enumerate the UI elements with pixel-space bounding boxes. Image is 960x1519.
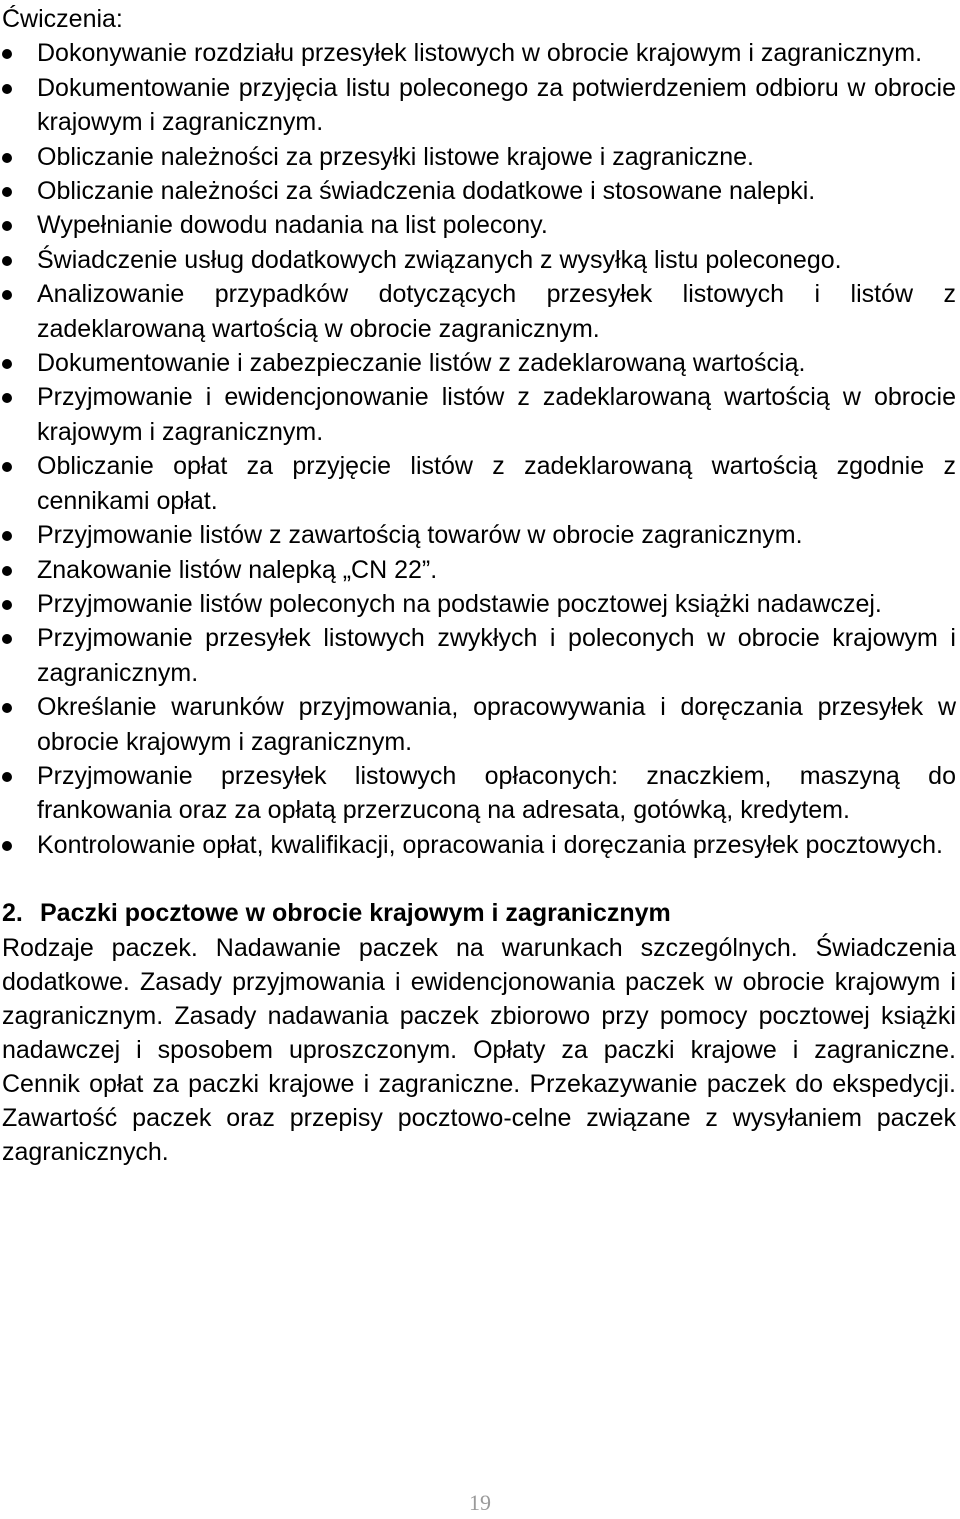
bullet-icon xyxy=(2,359,12,369)
list-item xyxy=(2,518,956,552)
bullet-icon xyxy=(2,531,12,541)
list-item-text: Dokumentowanie przyjęcia listu poleconego za potwierdzeniem odbioru w obrocie krajowym i zagranicznym. xyxy=(37,73,956,137)
bullet-icon xyxy=(2,153,12,163)
bullet-icon xyxy=(2,84,12,94)
list-item-text: Analizowanie przypadków dotyczących przesyłek listowych i listów z zadeklarowaną wartością w obrocie zagranicznym. xyxy=(37,280,956,343)
list-item xyxy=(2,71,956,140)
list-item-text: Świadczenie usług dodatkowych związanych z wysyłką listu poleconego. xyxy=(37,245,842,274)
section-title xyxy=(2,896,956,930)
list-item xyxy=(2,449,956,518)
bullet-icon xyxy=(2,462,12,472)
bullet-icon xyxy=(2,187,12,197)
bullet-icon xyxy=(2,703,12,713)
list-item xyxy=(2,243,956,277)
list-item xyxy=(2,36,956,70)
list-item-text: Kontrolowanie opłat, kwalifikacji, opracowania i doręczania przesyłek pocztowych. xyxy=(37,830,944,859)
section-title-text: Paczki pocztowe w obrocie krajowym i zagranicznym xyxy=(40,899,671,928)
bullet-icon xyxy=(2,221,12,231)
list-item xyxy=(2,587,956,621)
list-item-text: Dokumentowanie i zabezpieczanie listów z zadeklarowaną wartością. xyxy=(37,349,806,378)
exercises-list xyxy=(2,36,956,862)
list-item-text: Przyjmowanie listów poleconych na podstawie pocztowej książki nadawczej. xyxy=(37,589,882,618)
list-item-text: Określanie warunków przyjmowania, opracowywania i doręczania przesyłek w obrocie krajowym i zagranicznym. xyxy=(37,693,956,756)
page-number: 19 xyxy=(469,1490,491,1515)
bullet-icon xyxy=(2,290,12,300)
list-item-text: Przyjmowanie i ewidencjonowanie listów z zadeklarowaną wartością w obrocie krajowym i zagranicznym. xyxy=(37,383,956,446)
list-item-text: Obliczanie należności za świadczenia dodatkowe i stosowane nalepki. xyxy=(37,177,816,206)
bullet-icon xyxy=(2,49,12,59)
list-item-text: Przyjmowanie listów z zawartością towarów w obrocie zagranicznym. xyxy=(37,521,803,550)
list-item-text: Obliczanie opłat za przyjęcie listów z zadeklarowaną wartością zgodnie z cennikami opłat. xyxy=(37,452,956,515)
bullet-icon xyxy=(2,634,12,644)
list-item-text: Przyjmowanie przesyłek listowych opłaconych: znaczkiem, maszyną do frankowania oraz za opłatą przerzuconą na adresata, gotówką, kredytem. xyxy=(37,761,956,825)
list-item-text: Przyjmowanie przesyłek listowych zwykłych i poleconych w obrocie krajowym i zagranicznym. xyxy=(37,624,956,687)
bullet-icon xyxy=(2,393,12,403)
bullet-icon xyxy=(2,841,12,851)
list-item xyxy=(2,174,956,208)
document-page xyxy=(2,2,956,1169)
list-item xyxy=(2,553,956,587)
list-item xyxy=(2,208,956,242)
list-item xyxy=(2,346,956,380)
list-item-text: Znakowanie listów nalepką „CN 22”. xyxy=(37,555,438,584)
list-item xyxy=(2,759,956,828)
exercises-heading: Ćwiczenia: xyxy=(2,5,123,33)
list-item-text: Obliczanie należności za przesyłki listowe krajowe i zagraniczne. xyxy=(37,142,754,171)
section-body: Rodzaje paczek. Nadawanie paczek na warunkach szczególnych. Świadczenia dodatkowe. Zasady przyjmowania i ewidencjonowania paczek w obrocie krajowym i zagranicznym. Zasady nadawania paczek zbiorowo przy pomocy pocztowej książki nadawczej i sposobem uproszczonym. Opłaty za paczki krajowe i zagraniczne. Cennik opłat za paczki krajowe i zagraniczne. Przekazywanie paczek do ekspedycji. Zawartość paczek oraz przepisy pocztowo-celne związane z wysyłaniem paczek zagranicznych. xyxy=(2,933,956,1167)
list-item xyxy=(2,380,956,449)
bullet-icon xyxy=(2,772,12,782)
list-item-text: Wypełnianie dowodu nadania na list polecony. xyxy=(37,211,548,240)
list-item xyxy=(2,621,956,690)
list-item-text: Dokonywanie rozdziału przesyłek listowych w obrocie krajowym i zagranicznym. xyxy=(37,39,923,68)
list-item xyxy=(2,690,956,759)
list-item xyxy=(2,828,956,862)
section-number: 2. xyxy=(2,899,23,928)
bullet-icon xyxy=(2,566,12,576)
list-item xyxy=(2,277,956,346)
bullet-icon xyxy=(2,600,12,610)
list-item xyxy=(2,140,956,174)
bullet-icon xyxy=(2,256,12,266)
